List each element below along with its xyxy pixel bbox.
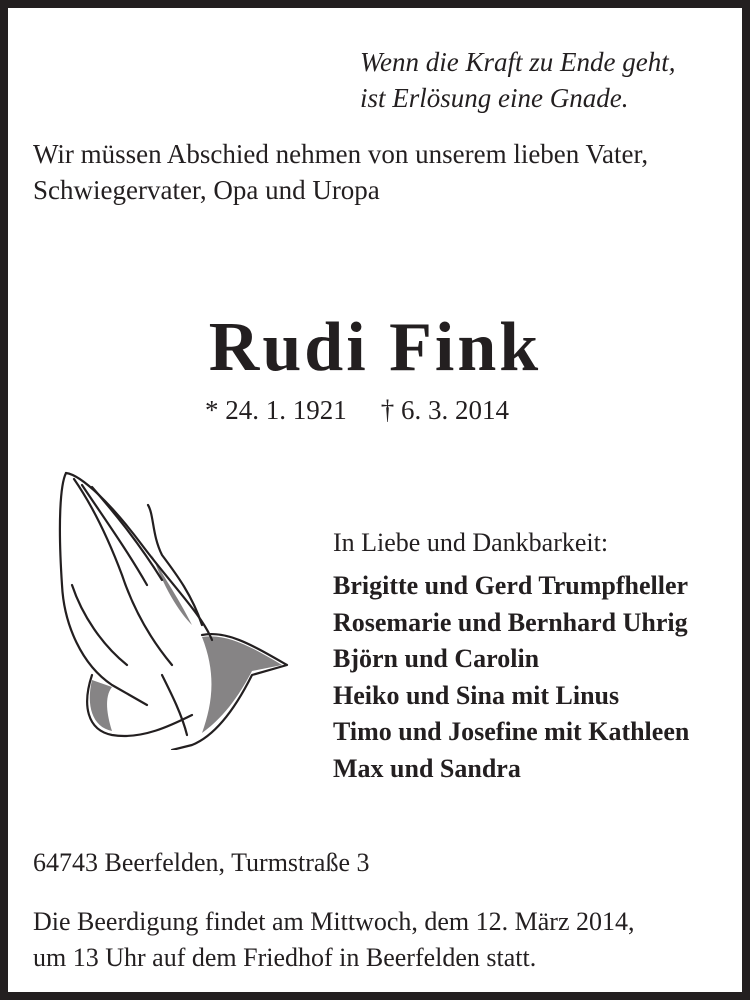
address: 64743 Beerfelden, Turmstraße 3 bbox=[33, 848, 370, 877]
birth-date: * 24. 1. 1921 bbox=[205, 395, 347, 425]
praying-hands-icon bbox=[52, 465, 292, 750]
funeral-line: Die Beerdigung findet am Mittwoch, dem 12. März 2014, bbox=[33, 907, 635, 936]
family-member: Heiko und Sina mit Linus bbox=[333, 680, 620, 710]
intro-text bbox=[33, 136, 648, 208]
life-dates bbox=[205, 395, 509, 426]
funeral-info bbox=[33, 904, 634, 976]
family-member: Rosemarie und Bernhard Uhrig bbox=[333, 607, 688, 637]
quote-line: Wenn die Kraft zu Ende geht, bbox=[360, 47, 676, 77]
quote-line: ist Erlösung eine Gnade. bbox=[360, 83, 629, 113]
family-list bbox=[333, 568, 689, 787]
family-member: Björn und Carolin bbox=[333, 644, 540, 673]
intro-line: Wir müssen Abschied nehmen von unserem lieben Vater, bbox=[33, 139, 649, 169]
deceased-name: Rudi Fink bbox=[208, 309, 542, 386]
death-date: † 6. 3. 2014 bbox=[380, 395, 509, 425]
quote bbox=[360, 44, 675, 116]
intro-line: Schwiegervater, Opa und Uropa bbox=[33, 175, 380, 205]
funeral-line: um 13 Uhr auf dem Friedhof in Beerfelden statt. bbox=[33, 943, 537, 972]
family-member: Max und Sandra bbox=[333, 753, 521, 783]
family-member: Timo und Josefine mit Kathleen bbox=[333, 717, 690, 746]
thanks-heading: In Liebe und Dankbarkeit: bbox=[333, 528, 609, 557]
family-member: Brigitte und Gerd Trumpfheller bbox=[333, 571, 689, 600]
